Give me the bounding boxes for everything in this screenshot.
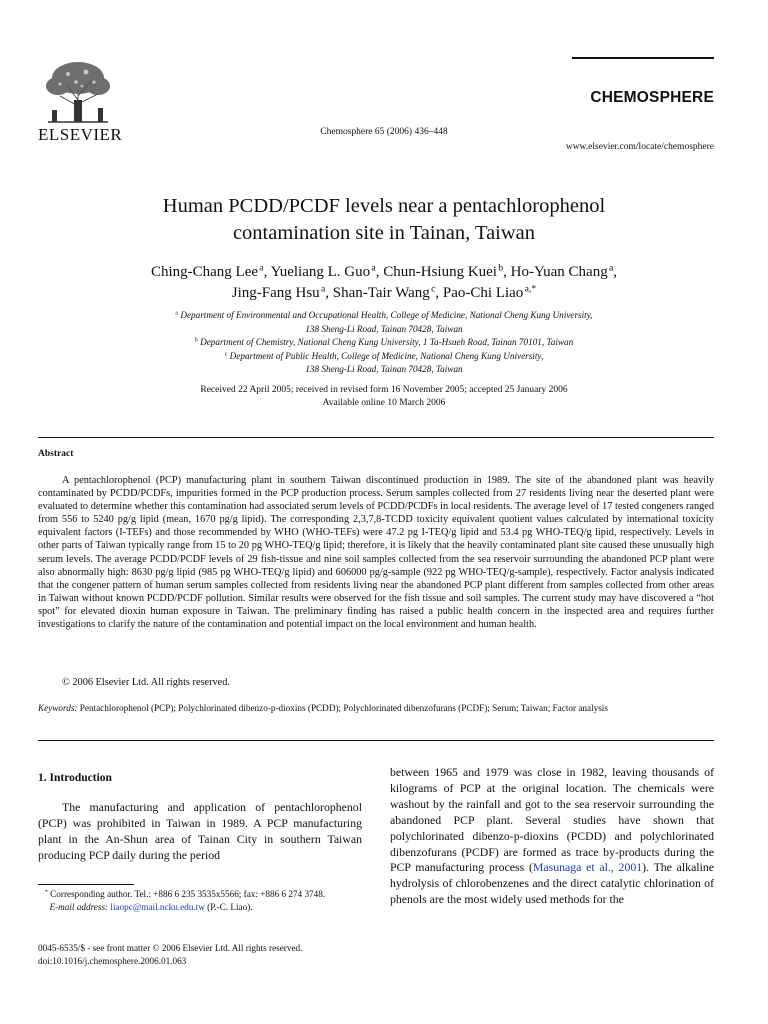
journal-url[interactable]: www.elsevier.com/locate/chemosphere bbox=[565, 142, 714, 152]
email-note: E-mail address: liaopc@mail.ncku.edu.tw (P.-C. Liao). bbox=[49, 901, 253, 912]
author-line-2: Jing-Fang Hsu $^a$, Shan-Tair Wang $^c$, Pao-Chi Liao $^{a,*}$ bbox=[231, 283, 537, 301]
author-affil-marker: b bbox=[498, 262, 504, 274]
author-name: Ho-Yuan Chang bbox=[510, 264, 608, 280]
affiliations bbox=[40, 309, 728, 377]
affiliation-c: $^c$ Department of Public Health, College of Medicine, National Cheng Kung University, bbox=[224, 350, 544, 361]
affiliation-a-address: 138 Sheng-Li Road, Tainan 70428, Taiwan bbox=[305, 323, 463, 334]
author-name: Pao-Chi Liao bbox=[442, 284, 524, 301]
abstract-heading: Abstract bbox=[38, 449, 74, 459]
author-line-1: Ching-Chang Lee $^a$, Yueliang L. Guo $^a$, Chun-Hsiung Kuei $^b$, Ho-Yuan Chang $^a$, bbox=[150, 262, 618, 280]
author-affil-marker: a bbox=[608, 262, 614, 274]
affiliation-c-address: 138 Sheng-Li Road, Tainan 70428, Taiwan bbox=[305, 364, 463, 374]
title-line-2: contamination site in Tainan, Taiwan bbox=[232, 222, 536, 244]
footnote bbox=[38, 888, 362, 913]
keywords-label: Keywords: bbox=[38, 703, 78, 713]
author-name: Jing-Fang Hsu bbox=[231, 284, 320, 301]
article-title bbox=[60, 193, 708, 247]
author-list bbox=[40, 262, 728, 303]
footnote-rule bbox=[38, 884, 134, 885]
abstract-text: A pentachlorophenol (PCP) manufacturing plant in southern Taiwan discontinued production in 1989. The site of the abandoned plant was heavily contaminated by PCDD/PCDFs, impurities formed in the PCP production process. Serum samples collected from 27 residents living near the deserted plant were evaluated to determine whether this contamination had associated serum levels of PCDD/PCDFs in local residents. The average level of 17 tested congeners ranged from 556 to 5240 pg/g lipid (mean, 1670 pg/g lipid). The corresponding 2,3,7,8-TCDD toxicity equivalent quotient values calculated by international toxicity equivalent factors (I-TEFs) and those recommended by WHO (WHO-TEFs) were 47.2 pg I-TEQ/g lipid and 53.4 pg WHO-TEQ/g lipid, respectively. Levels in other parts of Taiwan typically range from 15 to 20 pg WHO-TEQ/g lipid; therefore, it is likely that the heavily contaminated plant site caused these unusually high serum levels. The average PCDD/PCDF levels of 29 fish-tissue and nine soil samples collected from the sea reservoir surrounding the abandoned PCP plant were also abnormally high: 8630 pg/g lipid (985 pg WHO-TEQ/g lipid) and 606000 pg/g-sample (922 pg WHO-TEQ/g-sample), respectively. Factor analysis indicated that the congener pattern of human serum samples collected from residents living near the abandoned PCP plant different from samples collected from other areas in Taiwan without known PCDD/PCDF pollution. Similar results were observed for the fish tissue and soil samples. The current study may have discovered a “hot spot” for elevated dioxin human exposure in Taiwan. The preliminary finding has raised a public health concern in the inspected area and requires further investigations to clarify the nature of the contamination and potential impact on the local environment and human health. bbox=[38, 475, 714, 631]
journal-name: CHEMOSPHERE bbox=[590, 89, 714, 106]
issn-line: 0045-6535/$ - see front matter © 2006 Elsevier Ltd. All rights reserved. bbox=[38, 943, 303, 953]
section-heading-introduction: 1. Introduction bbox=[38, 772, 112, 784]
journal-rule bbox=[572, 57, 714, 59]
article-dates bbox=[40, 384, 728, 409]
author-affil-marker: a bbox=[259, 262, 264, 274]
corresponding-author-note: * Corresponding author. Tel.: +886 6 235 3535x5566; fax: +886 6 274 3748. bbox=[44, 889, 326, 899]
intro-right-column: between 1965 and 1979 was close in 1982, leaving thousands of kilograms of PCP at the original location. The chemicals were washout by the rainfall and got to the sea reservoir surrounding the abandoned PCP plant. Several studies have shown that polychlorinated dibenzo-p-dioxins (PCDD) and polychlorinated dibenzofurans (PCDF) are formed as trace by-products during the PCP manufacturing process (Masunaga et al., 2001). The alkaline hydrolysis of chlorobenzenes and the direct catalytic chlorination of phenols are the most widely used methods for the bbox=[390, 765, 714, 907]
affiliation-b: $^b$ Department of Chemistry, National Cheng Kung University, 1 Ta-Hsueh Road, Tainan 70101, Taiwan bbox=[194, 337, 574, 347]
keywords-list: Pentachlorophenol (PCP); Polychlorinated dibenzo-p-dioxins (PCDD); Polychlorinated dibenzofurans (PCDF); Serum; Taiwan; Factor analysis bbox=[79, 703, 608, 713]
author-name: Ching-Chang Lee bbox=[150, 264, 259, 280]
doi-line[interactable]: doi:10.1016/j.chemosphere.2006.01.063 bbox=[38, 955, 187, 966]
corresponding-author-marker[interactable]: a,* bbox=[524, 283, 537, 295]
affiliation-a: $^a$ Department of Environmental and Occupational Health, College of Medicine, National Cheng Kung University, bbox=[175, 310, 593, 320]
author-name: Chun-Hsiung Kuei bbox=[383, 264, 497, 280]
online-date: Available online 10 March 2006 bbox=[322, 397, 446, 408]
abstract-copyright: © 2006 Elsevier Ltd. All rights reserved. bbox=[62, 677, 230, 688]
author-affil-marker: c bbox=[431, 283, 436, 295]
front-matter bbox=[38, 942, 302, 967]
author-affil-marker: a bbox=[371, 262, 376, 274]
abstract-top-rule bbox=[38, 437, 714, 438]
publisher-name: ELSEVIER bbox=[38, 125, 123, 144]
citation-link[interactable]: Masunaga et al., 2001 bbox=[532, 860, 643, 875]
keywords bbox=[38, 702, 714, 715]
journal-citation: Chemosphere 65 (2006) 436–448 bbox=[320, 127, 448, 137]
intro-left-column: The manufacturing and application of pentachlorophenol (PCP) was prohibited in Taiwan in 1989. A PCP manufacturing plant in the An-Shun area of Tainan City in southern Taiwan producing PCP daily during the period bbox=[38, 800, 362, 862]
author-affil-marker: a bbox=[320, 283, 326, 295]
author-name: Shan-Tair Wang bbox=[332, 284, 430, 301]
author-name: Yueliang L. Guo bbox=[270, 264, 371, 280]
email-link[interactable]: liaopc@mail.ncku.edu.tw bbox=[110, 901, 205, 912]
received-dates: Received 22 April 2005; received in revised form 16 November 2005; accepted 25 January 2006 bbox=[200, 385, 568, 395]
title-line-1: Human PCDD/PCDF levels near a pentachlorophenol bbox=[162, 195, 606, 217]
abstract-bottom-rule bbox=[38, 740, 714, 741]
